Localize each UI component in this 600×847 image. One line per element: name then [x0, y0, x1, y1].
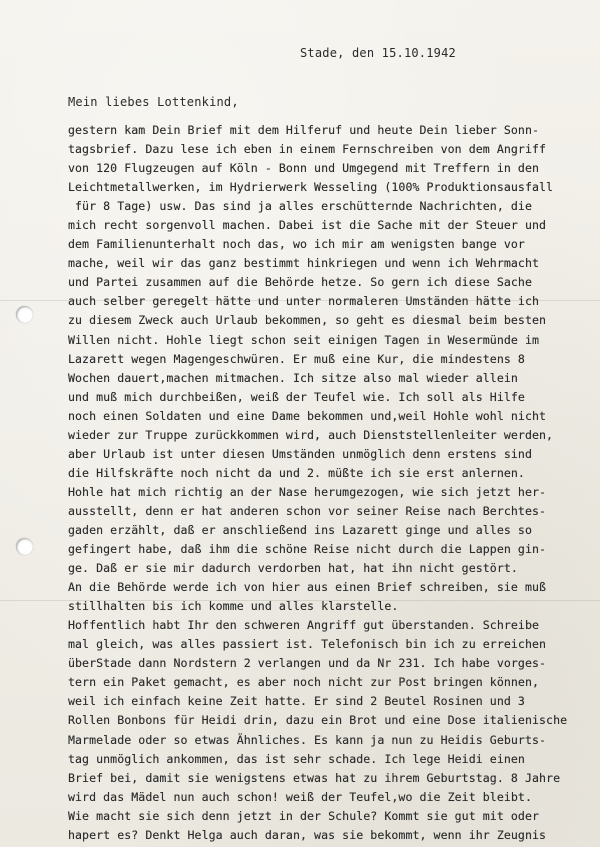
body-line: Wie macht sie sich denn jetzt in der Schule? Kommt sie gut mit oder [68, 808, 540, 823]
punch-hole [16, 538, 33, 555]
body-line: noch einen Soldaten und eine Dame bekommen und,weil Hohle wohl nicht [68, 408, 547, 423]
body-line: Hohle hat mich richtig an der Nase herumgezogen, wie sich jetzt her- [68, 484, 547, 499]
body-line: ausstellt, denn er hat anderen schon vor seiner Reise nach Berchtes- [68, 503, 547, 518]
body-line: mache, weil wir das ganz bestimmt hinkriegen und wenn ich Wehrmacht [68, 256, 540, 271]
body-line: auch selber geregelt hätte und unter normaleren Umständen hätte ich [68, 294, 540, 309]
body-line: Marmelade oder so etwas Ähnliches. Es kann ja nun zu Heidis Geburts- [68, 732, 547, 747]
body-line: zu diesem Zweck auch Urlaub bekommen, so geht es diesmal beim besten [68, 313, 547, 328]
body-line: für 8 Tage) usw. Das sind ja alles erschütternde Nachrichten, die [68, 199, 532, 214]
body-line: aber Urlaub ist unter diesen Umständen unmöglich denn erstens sind [68, 446, 532, 461]
body-line: Rollen Bonbons für Heidi drin, dazu ein Brot und eine Dose italienische [68, 713, 568, 728]
body-line: überStade dann Nordstern 2 verlangen und da Nr 231. Ich habe vorges- [68, 656, 547, 671]
body-line: und muß mich durchbeißen, weiß der Teufel wie. Ich soll als Hilfe [68, 389, 525, 404]
body-line: von 120 Flugzeugen auf Köln - Bonn und Umgegend mit Treffern in den [68, 161, 540, 176]
punch-hole [16, 306, 33, 323]
body-line: gestern kam Dein Brief mit dem Hilferuf und heute Dein lieber Sonn- [68, 123, 540, 137]
body-line: mal gleich, was alles passiert ist. Telefonisch bin ich zu erreichen [68, 637, 547, 652]
body-line: hapert es? Denkt Helga auch daran, was sie bekommt, wenn ihr Zeugnis [68, 827, 547, 842]
body-line: gefingert habe, daß ihm die schöne Reise nicht durch die Lappen gin- [68, 542, 547, 557]
body-line: Leichtmetallwerken, im Hydrierwerk Wesseling (100% Produktionsausfall [68, 180, 554, 195]
body-line: Lazarett wegen Magengeschwüren. Er muß eine Kur, die mindestens 8 [68, 351, 525, 366]
body-line: mich recht sorgenvoll machen. Dabei ist die Sache mit der Steuer und [68, 218, 547, 233]
body-line: tagsbrief. Dazu lese ich eben in einem Fernschreiben von dem Angriff [68, 142, 547, 157]
body-line: die Hilfskräfte noch nicht da und 2. müßte ich sie erst anlernen. [68, 465, 525, 480]
body-line: wieder zur Truppe zurückkommen wird, auch Dienststellenleiter werden, [68, 427, 554, 442]
body-line: dem Familienunterhalt noch das, wo ich mir am wenigsten bange vor [68, 237, 525, 252]
body-line: Hoffentlich habt Ihr den schweren Angriff gut überstanden. Schreibe [68, 618, 540, 633]
letter-body [68, 121, 598, 845]
body-line: wird das Mädel nun auch schon! weiß der Teufel,wo die Zeit bleibt. [68, 789, 532, 804]
body-line: weil ich einfach keine Zeit hatte. Er sind 2 Beutel Rosinen und 3 [68, 694, 525, 709]
body-line: tag unmöglich ankommen, das ist sehr schade. Ich lege Heidi einen [68, 751, 525, 766]
body-line: und Partei zusammen auf die Behörde hetze. So gern ich diese Sache [68, 275, 532, 290]
salutation: Mein liebes Lottenkind, [68, 95, 239, 109]
body-line: Wochen dauert,machen mitmachen. Ich sitze also mal wieder allein [68, 370, 518, 385]
body-line: An die Behörde werde ich von hier aus einen Brief schreiben, sie muß [68, 580, 547, 595]
body-line: stillhalten bis ich komme und alles klarstelle. [68, 599, 399, 614]
body-line: ge. Daß er sie mir dadurch verdorben hat, hat ihn nicht gestört. [68, 561, 518, 576]
body-line: Willen nicht. Hohle liegt schon seit einigen Tagen in Wesermünde im [68, 332, 540, 347]
body-line: tern ein Paket gemacht, es aber noch nicht zur Post bringen können, [68, 675, 540, 690]
body-line: Brief bei, damit sie wenigstens etwas hat zu ihrem Geburtstag. 8 Jahre [68, 770, 561, 785]
place-date: Stade, den 15.10.1942 [300, 46, 456, 60]
body-line: gaden erzählt, daß er anschließend ins Lazarett ginge und alles so [68, 522, 532, 537]
